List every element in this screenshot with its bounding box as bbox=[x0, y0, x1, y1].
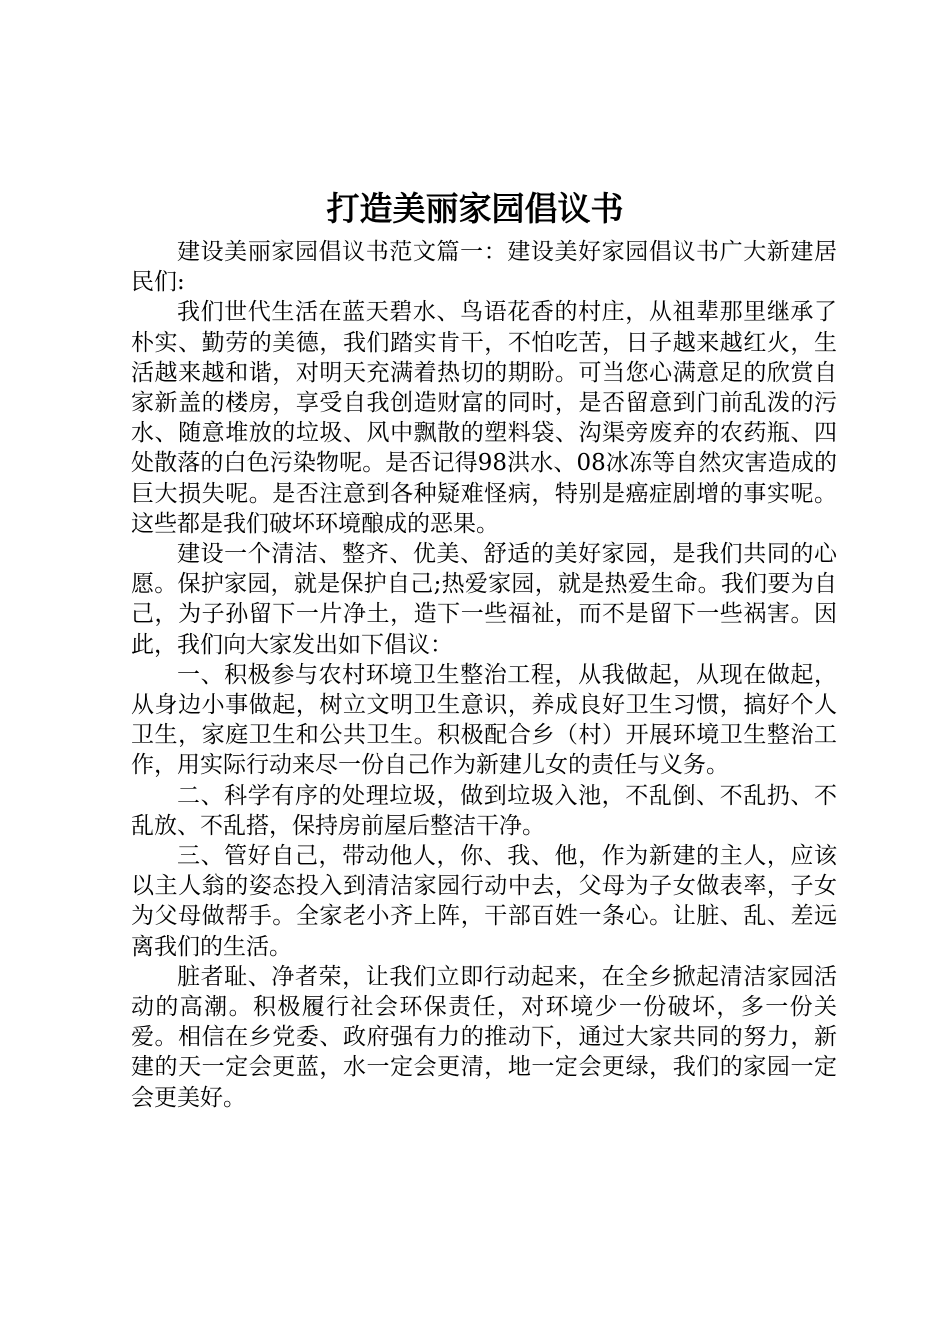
paragraph-intro: 建设美丽家园倡议书范文篇一：建设美好家园倡议书广大新建居民们: bbox=[131, 239, 837, 296]
paragraph-proposal-1: 一、积极参与农村环境卫生整治工程，从我做起，从现在做起，从身边小事做起，树立文明卫生意识，养成良好卫生习惯，搞好个人卫生，家庭卫生和公共卫生。积极配合乡（村）开展环境卫生整治工作，用实际行动来尽一份自己作为新建儿女的责任与义务。 bbox=[131, 661, 837, 779]
paragraph-closing: 脏者耻、净者荣，让我们立即行动起来，在全乡掀起清洁家园活动的高潮。积极履行社会环保责任，对环境少一份破坏，多一份关爱。相信在乡党委、政府强有力的推动下，通过大家共同的努力，新建的天一定会更蓝，水一定会更清，地一定会更绿，我们的家园一定会更美好。 bbox=[131, 963, 837, 1111]
paragraph-background: 我们世代生活在蓝天碧水、鸟语花香的村庄，从祖辈那里继承了朴实、勤劳的美德，我们踏实肯干，不怕吃苦，日子越来越红火，生活越来越和谐，对明天充满着热切的期盼。可当您心满意足的欣赏自家新盖的楼房，享受自我创造财富的同时，是否留意到门前乱泼的污水、随意堆放的垃圾、风中飘散的塑料袋、沟渠旁废弃的农药瓶、四处散落的白色污染物呢。是否记得98洪水、08冰冻等自然灾害造成的巨大损失呢。是否注意到各种疑难怪病，特别是癌症剧增的事实呢。这些都是我们破坏环境酿成的恶果。 bbox=[131, 299, 837, 537]
paragraph-vision: 建设一个清洁、整齐、优美、舒适的美好家园，是我们共同的心愿。保护家园，就是保护自己;热爱家园，就是热爱生命。我们要为自己，为子孙留下一片净土，造下一些福祉，而不是留下一些祸害。因此，我们向大家发出如下倡议： bbox=[131, 541, 837, 658]
paragraph-proposal-2: 二、科学有序的处理垃圾，做到垃圾入池，不乱倒、不乱扔、不乱放、不乱搭，保持房前屋后整洁干净。 bbox=[131, 782, 837, 839]
document-title: 打造美丽家园倡议书 bbox=[326, 189, 624, 228]
paragraph-proposal-3: 三、管好自己，带动他人，你、我、他，作为新建的主人，应该以主人翁的姿态投入到清洁家园行动中去，父母为子女做表率，子女为父母做帮手。全家老小齐上阵，干部百姓一条心。让脏、乱、差远离我们的生活。 bbox=[131, 843, 837, 960]
document-body bbox=[131, 237, 837, 1113]
